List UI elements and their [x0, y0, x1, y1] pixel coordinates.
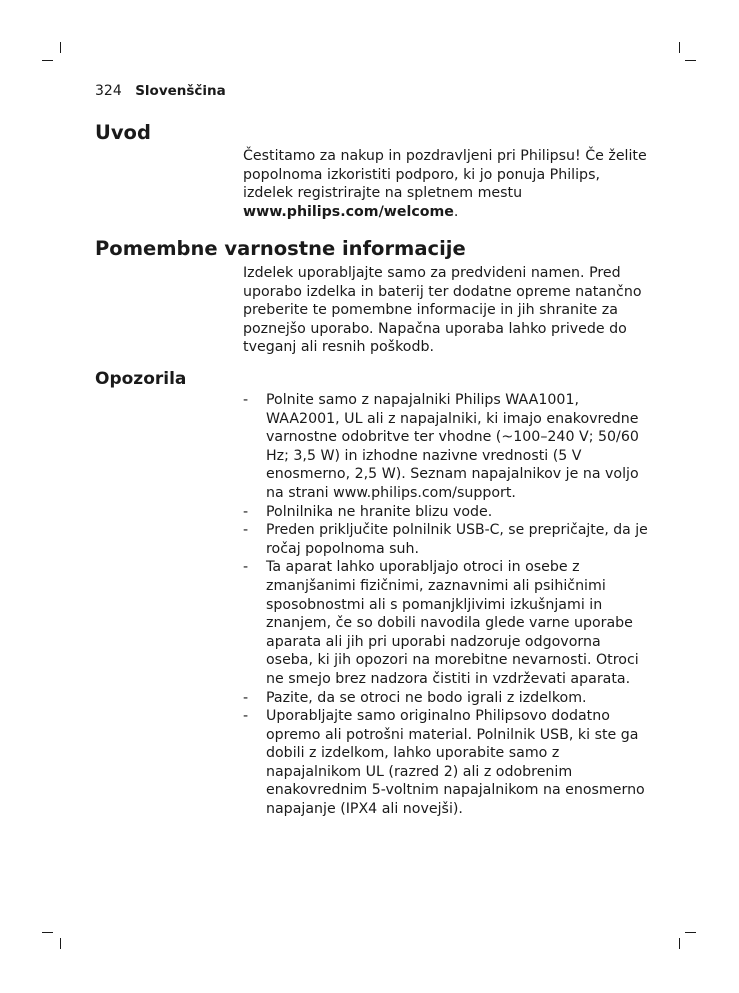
text-line: enosmerno, 2,5 W). Seznam napajalnikov je na voljo — [266, 466, 639, 483]
page-number: 324 — [95, 83, 122, 99]
warnings-list — [243, 391, 648, 819]
text-line: oseba, ki jih opozori na morebitne nevarnosti. Otroci — [266, 652, 639, 669]
text-line: znanjem, če so dobili navodila glede varne uporabe — [266, 615, 633, 632]
bullet-dash: - — [243, 503, 249, 520]
text-line: napajanje (IPX4 ali novejši). — [266, 801, 463, 818]
text-line: Pazite, da se otroci ne bodo igrali z izdelkom. — [266, 689, 587, 706]
crop-mark — [60, 42, 61, 53]
text-line: Preden priključite polnilnik USB-C, se prepričajte, da je — [266, 522, 648, 539]
text-line: opremo ali potrošni material. Polnilnik USB, ki ste ga — [266, 726, 639, 743]
crop-mark — [42, 60, 53, 61]
text-line: WAA2001, UL ali z napajalniki, ki imajo enakovredne — [266, 410, 639, 427]
intro-heading: Uvod — [95, 121, 151, 144]
text-line: ne smejo brez nadzora čistiti in vzdrževati aparata. — [266, 670, 631, 687]
crop-mark — [42, 932, 53, 933]
text-line: ročaj popolnoma suh. — [266, 540, 420, 557]
crop-mark — [685, 60, 696, 61]
text-line: Polnite samo z napajalniki Philips WAA1001, — [266, 392, 579, 408]
running-header — [95, 82, 226, 100]
bullet-dash: - — [243, 689, 249, 706]
bullet-dash: - — [243, 708, 249, 725]
safety-paragraph — [243, 264, 648, 357]
text-line: preberite te pomembne informacije in jih shranite za — [243, 302, 618, 319]
url-suffix: . — [453, 203, 459, 220]
text-line: Hz; 3,5 W) in izhodne nazivne vrednosti (5 V — [266, 447, 582, 464]
text-line: sposobnostmi ali s pomanjkljivimi izkušnjami in — [266, 596, 603, 613]
text-line: aparata ali jih pri uporabi nadzoruje odgovorna — [266, 633, 601, 650]
intro-paragraph — [243, 147, 648, 221]
section-name: Slovenščina — [135, 83, 226, 99]
list-item — [243, 503, 648, 522]
crop-mark — [679, 938, 680, 949]
text-line: Polnilnika ne hranite blizu vode. — [266, 503, 493, 520]
crop-mark — [679, 42, 680, 53]
text-line: Ta aparat lahko uporabljajo otroci in osebe z — [266, 559, 580, 576]
list-item — [243, 689, 648, 708]
warnings-list-container — [243, 391, 648, 819]
text-line: Izdelek uporabljajte samo za predvideni namen. Pred — [243, 265, 621, 281]
crop-mark — [60, 938, 61, 949]
list-item — [243, 707, 648, 819]
welcome-link[interactable]: www.philips.com/welcome — [243, 203, 454, 220]
bullet-dash: - — [243, 392, 249, 408]
safety-heading: Pomembne varnostne informacije — [95, 237, 466, 260]
list-item — [243, 558, 648, 688]
bullet-dash: - — [243, 559, 249, 576]
bullet-dash: - — [243, 522, 249, 539]
list-item — [243, 391, 648, 503]
text-line: izdelek registrirajte na spletnem mestu — [243, 185, 523, 202]
text-line: poznejšo uporabo. Napačna uporaba lahko privede do — [243, 320, 627, 337]
text-line: enakovrednim 5-voltnim napajalnikom na enosmerno — [266, 782, 645, 799]
text-line: zmanjšanimi fizičnimi, zaznavnimi ali psihičnimi — [266, 577, 606, 594]
text-line: dobili z izdelkom, lahko uporabite samo z — [266, 745, 560, 762]
warnings-heading: Opozorila — [95, 369, 187, 389]
text-line: uporabo izdelka in baterij ter dodatne opreme natančno — [243, 283, 642, 300]
text-line: Čestitamo za nakup in pozdravljeni pri Philipsu! Če želite — [243, 148, 647, 164]
text-line: popolnoma izkoristiti podporo, ki jo ponuja Philips, — [243, 166, 600, 183]
crop-mark — [685, 932, 696, 933]
text-line: varnostne odobritve ter vhodne (~100–240 V; 50/60 — [266, 429, 639, 446]
text-line: na strani www.philips.com/support. — [266, 484, 516, 501]
text-line: napajalnikom UL (razred 2) ali z odobrenim — [266, 763, 573, 780]
text-line: tveganj ali resnih poškodb. — [243, 339, 434, 356]
list-item — [243, 521, 648, 558]
text-line: Uporabljajte samo originalno Philipsovo dodatno — [266, 708, 610, 725]
